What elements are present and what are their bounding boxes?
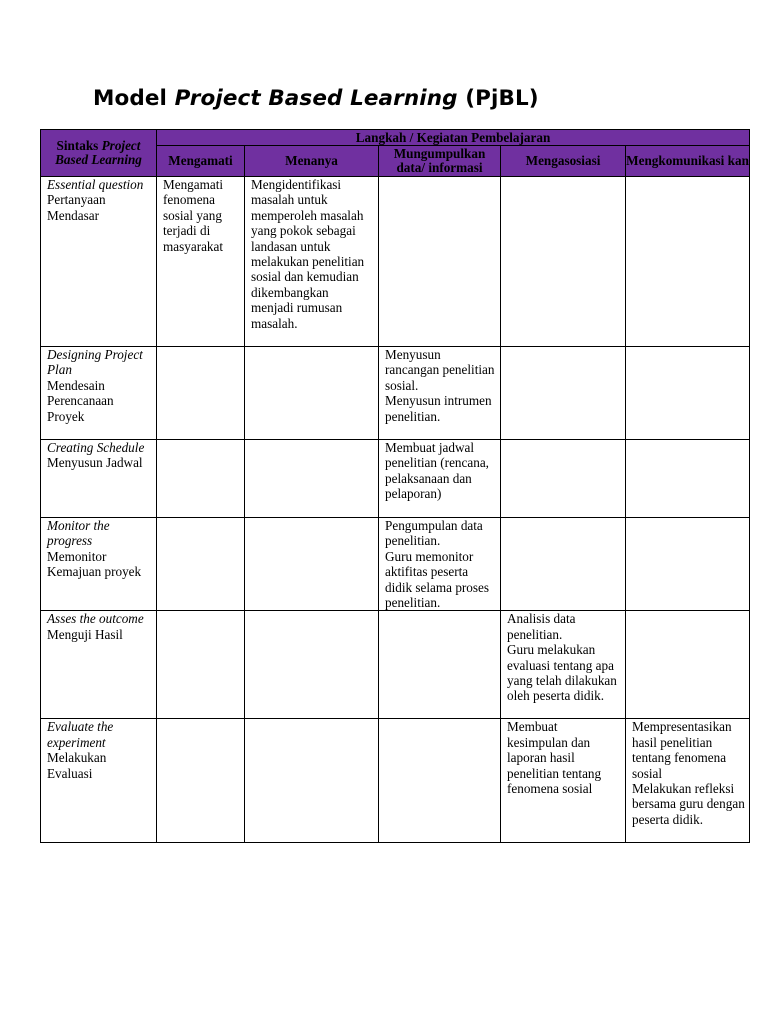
activity-cell <box>501 518 626 611</box>
activity-cell <box>157 347 245 440</box>
sintaks-indonesian: Melakukan Evaluasi <box>47 750 107 781</box>
activity-text: Membuat kesimpulan dan laporan hasil penelitian tentang fenomena sosial <box>507 719 602 797</box>
header-sintaks-italic: Project Based Learning <box>55 138 142 167</box>
activity-cell <box>379 518 501 611</box>
header-col-mengasosiasi: Mengasosiasi <box>501 146 626 177</box>
sintaks-cell <box>41 440 157 518</box>
table-row <box>41 177 750 347</box>
activity-cell <box>501 347 626 440</box>
activity-text: Pengumpulan data penelitian. <box>385 518 483 549</box>
activity-cell <box>157 440 245 518</box>
activity-text: Menyusun rancangan penelitian sosial. <box>385 347 495 393</box>
title-post: (PjBL) <box>457 86 539 111</box>
header-sintaks <box>41 130 157 177</box>
activity-text: Melakukan refleksi bersama guru dengan peserta didik. <box>632 781 745 827</box>
sintaks-english: Monitor the progress <box>47 518 110 549</box>
activity-text: Guru memonitor aktifitas peserta didik selama proses penelitian. <box>385 548 490 611</box>
activity-text: Analisis data penelitian. <box>507 611 576 642</box>
activity-text: Mengidentifikasi masalah untuk memperoleh masalah yang pokok sebagai landasan untuk melakukan penelitian sosial dan kemudian dikembangkan menjadi rumusan masalah. <box>251 177 365 331</box>
activity-cell <box>379 347 501 440</box>
activity-text: Membuat jadwal penelitian (rencana, pelaksanaan dan pelaporan) <box>385 440 489 502</box>
sintaks-english: Evaluate the experiment <box>47 719 114 750</box>
sintaks-cell <box>41 611 157 719</box>
table-body <box>41 177 750 843</box>
table-row <box>41 611 750 719</box>
page-title <box>93 86 539 111</box>
sintaks-cell <box>41 347 157 440</box>
activity-text: Guru melakukan evaluasi tentang apa yang telah dilakukan oleh peserta didik. <box>507 642 617 704</box>
activity-cell <box>626 347 750 440</box>
activity-cell <box>245 177 379 347</box>
header-group: Langkah / Kegiatan Pembelajaran <box>157 130 750 146</box>
sintaks-indonesian: Menguji Hasil <box>47 626 123 642</box>
sintaks-cell <box>41 518 157 611</box>
table-row <box>41 719 750 843</box>
header-col-mengkomunikasikan: Mengkomunikasi kan <box>626 146 750 177</box>
activity-cell <box>379 440 501 518</box>
header-col-mengumpulkan: Mungumpulkan data/ informasi <box>379 146 501 177</box>
header-col-menanya: Menanya <box>245 146 379 177</box>
sintaks-cell <box>41 177 157 347</box>
activity-cell <box>245 347 379 440</box>
activity-cell <box>379 177 501 347</box>
activity-cell <box>245 518 379 611</box>
activity-cell <box>379 611 501 719</box>
table-row <box>41 347 750 440</box>
activity-cell <box>245 719 379 843</box>
sintaks-indonesian: Memonitor Kemajuan proyek <box>47 548 142 580</box>
activity-cell <box>626 611 750 719</box>
activity-text: Mempresentasikan hasil penelitian tentang fenomena sosial <box>632 719 732 781</box>
sintaks-indonesian: Menyusun Jadwal <box>47 455 143 471</box>
activity-cell <box>501 611 626 719</box>
activity-cell <box>379 719 501 843</box>
header-col-mengamati: Mengamati <box>157 146 245 177</box>
sintaks-indonesian: Mendesain Perencanaan Proyek <box>47 377 114 424</box>
activity-cell <box>626 177 750 347</box>
table-row <box>41 440 750 518</box>
activity-cell <box>626 719 750 843</box>
activity-cell <box>501 440 626 518</box>
activity-cell <box>501 177 626 347</box>
sintaks-english: Designing Project Plan <box>47 347 143 378</box>
title-pre: Model <box>93 86 175 111</box>
pjbl-table <box>40 129 750 843</box>
sintaks-english: Asses the outcome <box>47 611 144 627</box>
activity-cell <box>501 719 626 843</box>
title-italic: Project Based Learning <box>174 86 458 111</box>
table-row <box>41 518 750 611</box>
activity-text: Menyusun intrumen penelitian. <box>385 393 492 424</box>
sintaks-cell <box>41 719 157 843</box>
sintaks-indonesian: Pertanyaan Mendasar <box>47 192 106 223</box>
activity-cell <box>626 440 750 518</box>
activity-cell <box>157 177 245 347</box>
activity-text: Mengamati fenomena sosial yang terjadi di masyarakat <box>163 177 224 254</box>
activity-cell <box>157 719 245 843</box>
activity-cell <box>157 518 245 611</box>
activity-cell <box>157 611 245 719</box>
activity-cell <box>626 518 750 611</box>
sintaks-english: Creating Schedule <box>47 440 145 455</box>
header-sintaks-plain: Sintaks <box>56 138 102 153</box>
activity-cell <box>245 440 379 518</box>
sintaks-english: Essential question <box>47 177 144 192</box>
activity-cell <box>245 611 379 719</box>
